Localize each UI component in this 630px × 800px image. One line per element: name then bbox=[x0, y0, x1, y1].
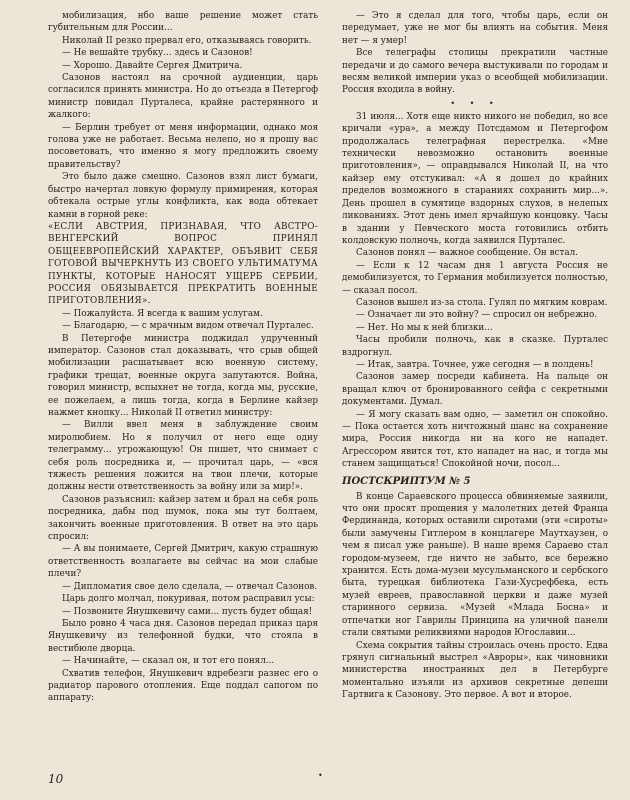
page-mark: • bbox=[318, 771, 323, 780]
section-divider: • • • bbox=[450, 98, 500, 108]
paragraph: — Я могу сказать вам одно, — заметил он спокойно. — Пока остается хоть ничтожный шанс на сохранение мира, Россия никогда ни на кого не нападет. Агрессором явится тот, кто нападет на нас, и тогда мы станем защищаться! Спокойной ночи, посол... bbox=[342, 409, 608, 470]
paragraph: Сазонов замер посреди кабинета. На пальце он вращал ключ от бронированного сейфа с секретными документами. Думал. bbox=[342, 372, 608, 408]
paragraph: мобилизация, нбо ваше решение может стать губительным для России... bbox=[48, 11, 318, 34]
paragraph: — Начинайте, — сказал он, и тот его понял... bbox=[62, 656, 275, 667]
paragraph: — Вилли ввел меня в заблуждение своим миролюбием. Но я получил от него еще одну телеграмму... угрожающую! Он пишет, что снимает с себя роль посредника и, — прочитал царь, — «вся тяжесть решения ложится на твои плечи, которые должны нести ответственность за войну или за мир!». bbox=[48, 420, 318, 493]
paragraph: — Означает ли это войну? — спросил он небрежно. bbox=[356, 310, 598, 321]
paragraph: Часы пробили полночь, как в сказке. Пурталес вздрогнул. bbox=[342, 335, 608, 358]
paragraph: 31 июля... Хотя еще никто никого не победил, но все кричали «ура», а между Потсдамом и Петергофом продолжалась телеграфная перестрелка. «Мне технически невозможно остановить военные приготовления», — оправдывался Николай II, на что кайзер ему отстукивал: «А я дошел до крайних пределов возможного в стараниях сохранить мир...». День прошел в сумятице вздорных слухов, в нелепых ликованиях. Этот день имел ярчайшую концовку. Часы в здании у Певческого моста готовились отбить колдовскую полночь, когда заявился Пурталес. bbox=[342, 111, 608, 246]
paragraph: — Пожалуйста. Я всегда к вашим услугам. bbox=[62, 308, 263, 319]
paragraph: Николай II резко прервал его, отказываясь говорить. bbox=[62, 35, 312, 46]
paragraph: — Итак, завтра. Точнее, уже сегодня — в полдень! bbox=[356, 359, 594, 370]
paragraph: — Позвоните Янушкевичу сами... пусть будет общая! bbox=[62, 606, 313, 617]
paragraph: — Хорошо. Давайте Сергея Дмитрича. bbox=[62, 60, 243, 71]
paragraph: Сазонов разъяснил: кайзер затем и брал на себя роль посредника, дабы под шумок, пока мы тут болтаем, закончить военные приготовления. В ответ на это царь спросил: bbox=[48, 494, 318, 543]
paragraph: — Берлин требует от меня информации, однако моя голова уже не работает. Весьма нелепо, но я прошу вас посоветовать, что именно я могу предложить своему правительству? bbox=[48, 122, 318, 170]
paragraph: — Дипломатия свое дело сделала, — отвечал Сазонов. bbox=[62, 581, 318, 592]
paragraph: В конце Сараевского процесса обвиняемые заявили, что они просят прощения у малолетних детей Франца Фердинанда, которых оставили сиротами (эти «сироты» были замучены Гитлером в концлагере Маутхаузен, о чем я писал уже раньше). В наше время Сараево стал городом-музеем, где ничто не забыто, все бережно хранится. Есть дома-музеи мусульманского и сербского быта, турецкая библиотека Гази-Хусрефбека, есть музей евреев, православной церкви и даже музей старинного сервиза. «Музей «Млада Босна» и отпечатки ног Гаврилы Принципа на уличной панели стали святыми реликвиями народов Югославии... bbox=[342, 491, 608, 639]
paragraph: Царь долго молчал, покуривая, потом расправил усы: bbox=[62, 594, 315, 605]
postscript-heading: ПОСТСКРИПТУМ № 5 bbox=[342, 475, 471, 487]
paragraph: — Это я сделал для того, чтобы царь, если он передумает, уже не мог бы влиять на события. Меня нет — я умер! bbox=[342, 11, 608, 46]
paragraph: Сазонов понял — важное сообщение. Он встал. bbox=[356, 248, 578, 259]
paragraph: — Благодарю, — с мрачным видом отвечал Пурталес. bbox=[62, 321, 314, 332]
paragraph: — Не вешайте трубку... здесь и Сазонов! bbox=[62, 48, 253, 59]
paragraph: Сазонов вышел из-за стола. Гулял по мягким коврам. bbox=[356, 297, 608, 308]
paragraph: — А вы понимаете, Сергей Дмитрич, какую страшную ответственность возлагаете вы сейчас на мои слабые плечи? bbox=[48, 544, 318, 580]
paragraph: — Нет. Но мы к ней близки... bbox=[356, 322, 493, 333]
paragraph: Схватив телефон, Янушкевич вдребезги разнес его о радиатор парового отопления. Еще поддал сапогом по аппарату: bbox=[48, 668, 318, 704]
paragraph: Это было даже смешно. Сазонов взял лист бумаги, быстро начертал ловкую формулу примирения, которая обтекала острые углы конфликта, как вода обтекает камни в горной реке: bbox=[48, 172, 318, 220]
paragraph: Было ровно 4 часа дня. Сазонов передал приказ царя Янушкевичу из телефонной будки, что стояла в вестибюле дворца. bbox=[48, 618, 318, 654]
paragraph: — Если к 12 часам дня 1 августа Россия не демобилизуется, то Германия мобилизуется полностью, — сказал посол. bbox=[342, 260, 608, 296]
left-column bbox=[48, 10, 318, 705]
paragraph: В Петергофе министра поджидал удрученный император. Сазонов стал доказывать, что срыв общей мобилизации расшатывает всю военную систему, графики трещат, военные округа запутаются. Война, говорил министр, вспыхнет не тогда, когда мы, русские, ее пожелаем, а лишь тогда, когда в Берлине кайзер нажмет кнопку... Николай II ответил министру: bbox=[48, 333, 318, 418]
quoted-formula: «ЕСЛИ АВСТРИЯ, ПРИЗНАВАЯ, ЧТО АВСТРО-ВЕНГЕРСКИЙ ВОПРОС ПРИНЯЛ ОБЩЕЕВРОПЕЙСКИЙ ХАРАКТЕР, ОБЪЯВИТ СЕБЯ ГОТОВОЙ ВЫЧЕРКНУТЬ ИЗ СВОЕГО УЛЬТИМАТУМА ПУНКТЫ, КОТОРЫЕ НАНОСЯТ УЩЕРБ СЕРБИИ, РОССИЯ ОБЯЗЫВАЕТСЯ ПРЕКРАТИТЬ ВОЕННЫЕ ПРИГОТОВЛЕНИЯ». bbox=[48, 221, 318, 307]
paragraph: Схема сокрытия тайны строилась очень просто. Едва грянул сигнальный выстрел «Авроры», как чиновники министерства иностранных дел в Петербурге моментально изъяли из архивов секретные депеши Гартвига к Сазонову. Это первое. А вот и второе. bbox=[342, 640, 608, 701]
right-column bbox=[342, 10, 608, 702]
page-number: 10 bbox=[48, 772, 64, 786]
paragraph: Сазонов настоял на срочной аудиенции, царь согласился принять министра. Но до отъезда в Петергоф министр повидал Пурталеса, крайне растерянного и жалкого: bbox=[48, 73, 318, 121]
paragraph: Все телеграфы столицы прекратили частные передачи и до самого вечера выстукивали по городам и весям великой империи указ о всеобщей мобилизации. Россия входила в войну. bbox=[342, 48, 608, 96]
